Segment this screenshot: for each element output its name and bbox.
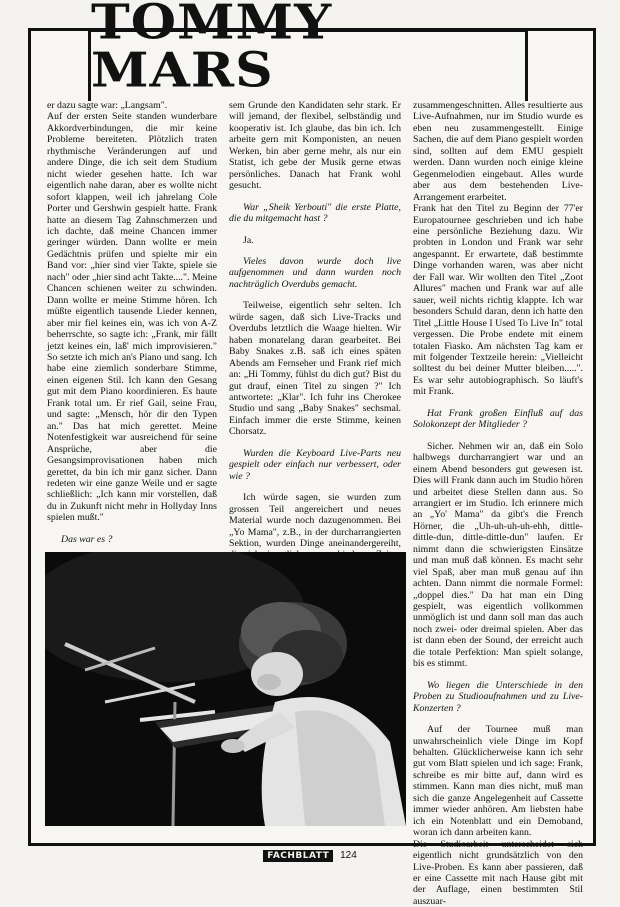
interview-question: Vieles davon wurde doch live aufgenommen und dann wurden noch nachträglich Overdubs gemacht. bbox=[229, 255, 401, 290]
article-paragraph: Sicher. Nehmen wir an, daß ein Solo halbwegs durcharrangiert war und an einem Abend besonders gut gewesen ist. Dies will Frank dann auch im Studio hören und arbeitet diese Stellen dann aus. So arrangiert er im Studio. Ich erinnere mich an „Yo' Mama" da gibt's die French Hörner, die „Uh-uh-uh-uh-ehh, dittle-dittle-dun, dittle-dittle-dun" laufen. Er nimmt dann die schwierigsten Einsätze und man muß daß können. Es macht sehr viel Spaß, aber man muß genau auf ihn achten. Dann nimmt die normale Formel: „doppel dies." Da hat man ein Ding gespielt, was eigentlich vollkommen unmöglich ist und dann soll man das auch noch zwei- oder dreimal spielen. Aber das ist dann eben der Sound, der erreicht auch die totale Perfektion: Man spielt solange, bis es stimmt. bbox=[413, 440, 583, 670]
article-paragraph: Ja. bbox=[243, 234, 254, 246]
article-paragraph: Frank hat den Titel zu Beginn der 77'er Europatournee geschrieben und ich habe eine persönliche Beziehung dazu. Wir probten in London und Frank war sehr angespannt. Er erwartete, daß bestimmte Dinge vorhanden waren, was aber nicht der Fall war. Wir wollten den Titel „Zoot Allures" machen und Frank war auf alle sauer, weil nichts richtig klappte. Ich war besonders Schuld daran, denn ich hatte den Titel „Little House I Used To Live In" total vergessen. Die Probe endete mit einem totalen Fiasko. Am nächsten Tag kam er mit folgender Textzeile herein: „Vielleicht solltest du bei deiner Mutter bleiben.....". Es war sehr autobiographisch. So läuft's mit Frank. bbox=[413, 203, 583, 398]
article-paragraph: Ich würde sagen, sie wurden zum grossen Teil angereichert und neues Material wurde noch dazugenommen. Bei „Yo Mama", z.B., in der durcharrangierten Sektion, wurden Dinge aneinandergereiht, bbox=[229, 492, 401, 549]
column-2 bbox=[229, 100, 401, 584]
column-3 bbox=[413, 100, 583, 907]
title-box bbox=[88, 0, 528, 101]
page-title: TOMMY MARS bbox=[91, 0, 333, 99]
article-paragraph: zusammengeschnitten. Alles resultierte aus Live-Aufnahmen, nur im Studio wurde es eben neu zusammengestellt. Einige Sachen, die auf dem Piano gespielt worden sind, sollten auf dem EMU gespielt werden. Dann wurden noch einige kleine Gegenmelodien eingebaut. Alles wurde aber aus dem bestehenden Live-Arrangement erarbeitet. bbox=[413, 100, 583, 203]
concert-photo bbox=[45, 552, 406, 826]
interview-question: Hat Frank großen Einfluß auf das Solokonzept der Mitglieder ? bbox=[413, 407, 583, 431]
article-paragraph: Auf der ersten Seite standen wunderbare Akkordverbindungen, die mir keine Probleme bereiteten. Plötzlich traten rhythmische Veränderungen auf und andere Dinge, die ich seit dem Studium nicht wieder gesehen hatte. Ich war eigentlich nahe daran, aber es wollte nicht sofort klappen, weil ich jahrelang Cole Porter und Gershwin gespielt hatte. Frank hatte an diesem Tag Zahnschmerzen und ich dachte, daß meine Chancen immer geringer würden. Dann wollte er mein Gedächtnis prüfen und spielte mir ein Band vor: „hier sind vier Takte, spiele sie nach" oder „hier sind acht Takte....". Meine Chancen schienen weiter zu schwinden. Dann wollte er meine Stimme hören. Ich müßte eigentlich tausende Lieder kennen, aber mir fiel keines ein, was ich von A-Z beherrschte, so sagte ich: „Frank, mir fällt jetzt keines ein, laß' mich improvisieren." So setzte ich mich an's Piano und sang. Ich habe eine ziemlich sonderbare Stimme, einen eigenen Stil. Ich kann den Gesang gut mit dem Piano koordinieren. Es haute Frank total um. Er rief Gail, seine Frau, und sagte: „Mensch, hör dir den Typen an." Das hat mich gerettet. Meine Notenfestigkeit war ausreichend für seine Ansprüche, aber die Gesangsimprovisationen haben mich gerettet, da bin ich mir ganz sicher. Dann redeten wir eine ganze Weile und er sagte schließlich: „Ich kann mir vorstellen, daß du in Zukunft nicht mehr in Hollyday Inns spielen mußt." bbox=[47, 111, 217, 524]
article-paragraph: Auf der Tournee muß man unwahrscheinlich viele Dinge im Kopf behalten. Glücklicherweise kann ich sehr gut vom Blatt spielen und ich sage: Frank, schreibe es mir bitte auf, dann wird es stimmen. Kann man dies nicht, muß man sich die ganze Angelegenheit auf Cassette immer wieder anhören. Am liebsten habe ich ein Notenblatt und ein Demoband, woran ich dann arbeiten kann. bbox=[413, 724, 583, 839]
article-paragraph: Teilweise, eigentlich sehr selten. Ich würde sagen, daß sich Live-Tracks und Overdubs letztlich die Waage hielten. Wir haben monatelang daran gearbeitet. Bei Baby Snakes z.B. saß ich eines späten Abends am Fernseher und Frank rief mich an: „Hi Tommy, fühlst du dich gut? Bist du gut drauf, einen Titel zu singen ?" Ich antwortete: „Klar". Ich fuhr ins Cherokee Studio und sang „Baby Snakes" sechsmal. Einfach immer die erste Stimme, keinen Chorsatz. bbox=[229, 300, 401, 438]
keyboardist-photo-illustration bbox=[45, 552, 406, 826]
article-paragraph: sem Grunde den Kandidaten sehr stark. Er will jemand, der flexibel, selbständig und kooperativ ist. Ich glaube, das bin ich. Ich arbeite gern mit Komponisten, an neuen Werken, bin aber gerne mehr, als nur ein Statist, ich gebe der Musik gerne etwas persönliches. Danach hat Frank wohl gesucht. bbox=[229, 100, 401, 192]
page-footer bbox=[0, 850, 620, 862]
interview-question: Wo liegen die Unterschiede in den Proben zu Studioaufnahmen und zu Live-Konzerten ? bbox=[413, 679, 583, 714]
article-paragraph: Die Studioarbeit unterscheidet sich eigentlich nicht grundsätzlich von den Live-Proben. Es kann aber passieren, daß er eine Cassette mit nach Hause gibt mit der Auflage, einen bestimmten Stil auszuar- bbox=[413, 838, 583, 907]
magazine-logo: FACHBLATT bbox=[263, 850, 333, 862]
article-paragraph: er dazu sagte war: „Langsam". bbox=[47, 100, 168, 111]
column-1 bbox=[47, 100, 217, 590]
interview-question: Wurden die Keyboard Live-Parts neu gespielt oder einfach nur verbessert, oder wie ? bbox=[229, 447, 401, 482]
interview-question: Das war es ? bbox=[61, 533, 113, 545]
interview-question: War „Sheik Yerbouti" die erste Platte, die du mitgemacht hast ? bbox=[229, 201, 401, 225]
page-number: 124 bbox=[340, 850, 357, 861]
